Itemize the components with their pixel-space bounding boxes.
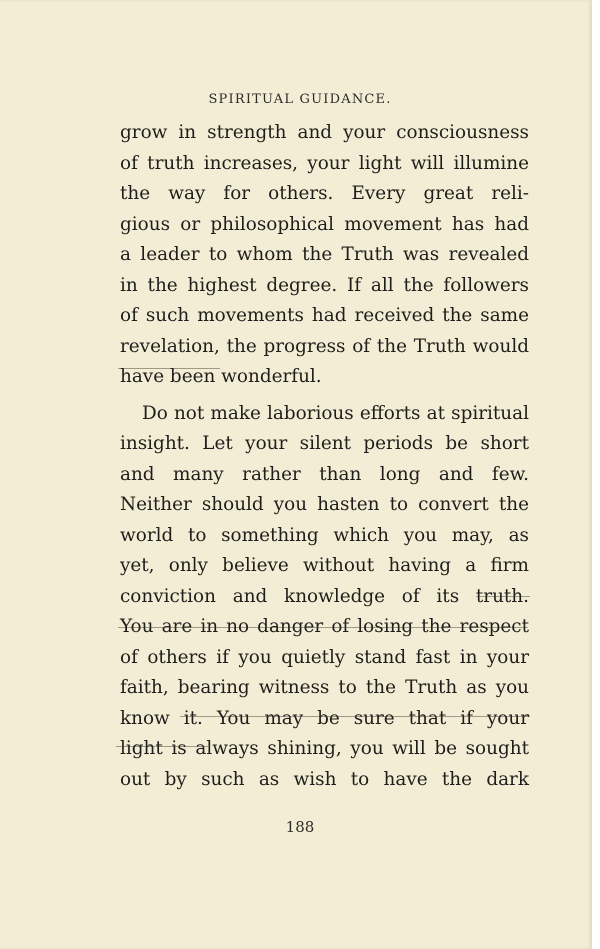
- text-line: revelation, the progress of the Truth would: [120, 335, 529, 357]
- text-line: of such movements had received the same: [120, 305, 529, 326]
- pencil-underline: [118, 627, 528, 628]
- paragraph-1: [120, 118, 529, 393]
- text-line: gious or philosophical movement has had: [120, 213, 529, 235]
- paragraph-2: [120, 399, 529, 796]
- text-line: light is always shining, you will be sought: [120, 738, 529, 759]
- text-line: of others if you quietly stand fast in your: [120, 646, 529, 668]
- text-line: know it. You may be sure that if your: [120, 707, 529, 729]
- text-line: a leader to whom the Truth was revealed: [120, 244, 529, 265]
- text-line: faith, bearing witness to the Truth as you: [120, 677, 529, 698]
- text-line: yet, only believe without having a firm: [120, 555, 529, 576]
- text-line: insight. Let your silent periods be short: [120, 433, 529, 454]
- pencil-underline: [118, 368, 220, 369]
- text-line: and many rather than long and few.: [120, 463, 529, 485]
- text-line: out by such as wish to have the dark: [120, 768, 529, 790]
- page-number: 188: [285, 818, 315, 836]
- text-line: of truth increases, your light will illumine: [120, 152, 529, 174]
- running-head: SPIRITUAL GUIDANCE.: [208, 92, 392, 107]
- pencil-underline: [116, 746, 208, 747]
- text-line: grow in strength and your consciousness: [120, 122, 529, 143]
- text-line: in the highest degree. If all the followers: [120, 274, 529, 296]
- text-line: You are in no danger of losing the respect: [120, 616, 529, 637]
- text-line: Do not make laborious efforts at spiritual: [142, 402, 529, 424]
- page-text: [120, 118, 529, 795]
- text-line: Neither should you hasten to convert the: [120, 494, 529, 515]
- text-line: conviction and knowledge of its truth.: [120, 585, 529, 607]
- text-line: have been wonderful.: [120, 366, 322, 387]
- page-edge: [592, 0, 600, 949]
- text-line: the way for others. Every great reli-: [120, 183, 529, 204]
- pencil-underline: [476, 596, 530, 597]
- pencil-underline: [180, 716, 530, 717]
- text-line: world to something which you may, as: [120, 524, 529, 546]
